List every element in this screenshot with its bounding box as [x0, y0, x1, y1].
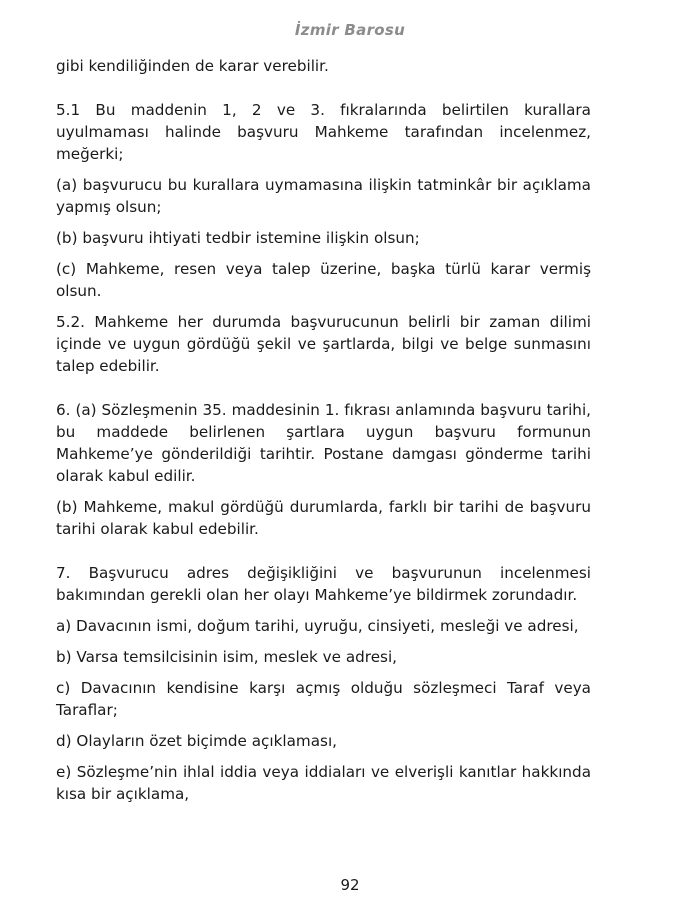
- running-header: İzmir Barosu: [294, 21, 406, 39]
- paragraph-7-d: d) Olayların özet biçimde açıklaması,: [56, 732, 337, 750]
- page-number: 92: [340, 876, 360, 894]
- page-body: [56, 55, 591, 814]
- paragraph-7: 7. Başvurucu adres değişikliğini ve başvurunun incelenmesi bakımından gerekli olan her olayı Mahkeme’ye bildirmek zorundadır.: [56, 564, 591, 604]
- paragraph-7-c: c) Davacının kendisine karşı açmış olduğu sözleşmeci Taraf veya Taraflar;: [56, 679, 591, 719]
- paragraph-7-e: e) Sözleşme’nin ihlal iddia veya iddiaları ve elverişli kanıtlar hakkında kısa bir açıklama,: [56, 763, 591, 803]
- paragraph-7-a: a) Davacının ismi, doğum tarihi, uyruğu, cinsiyeti, mesleği ve adresi,: [56, 617, 579, 635]
- paragraph-5-2: 5.2. Mahkeme her durumda başvurucunun belirli bir zaman dilimi içinde ve uygun gördüğü şekil ve şartlarda, bilgi ve belge sunmasını talep edebilir.: [56, 313, 591, 375]
- paragraph-continuation: gibi kendiliğinden de karar verebilir.: [56, 57, 329, 75]
- paragraph-5-1: 5.1 Bu maddenin 1, 2 ve 3. fıkralarında belirtilen kurallara uyulmaması halinde başvuru Mahkeme tarafından incelenmez, meğerki;: [56, 101, 591, 163]
- paragraph-6-b: (b) Mahkeme, makul gördüğü durumlarda, farklı bir tarihi de başvuru tarihi olarak kabul edebilir.: [56, 498, 591, 538]
- paragraph-7-b: b) Varsa temsilcisinin isim, meslek ve adresi,: [56, 648, 398, 666]
- paragraph-5-1-a: (a) başvurucu bu kurallara uymamasına ilişkin tatminkâr bir açıklama yapmış olsun;: [56, 176, 591, 216]
- paragraph-5-1-b: (b) başvuru ihtiyati tedbir istemine ilişkin olsun;: [56, 229, 420, 247]
- paragraph-5-1-c: (c) Mahkeme, resen veya talep üzerine, başka türlü karar vermiş olsun.: [56, 260, 591, 300]
- paragraph-6-a: 6. (a) Sözleşmenin 35. maddesinin 1. fıkrası anlamında başvuru tarihi, bu maddede belirlenen şartlara uygun başvuru formunun Mahkeme’ye gönderildiği tarihtir. Postane damgası gönderme tarihi olarak kabul edilir.: [56, 401, 591, 485]
